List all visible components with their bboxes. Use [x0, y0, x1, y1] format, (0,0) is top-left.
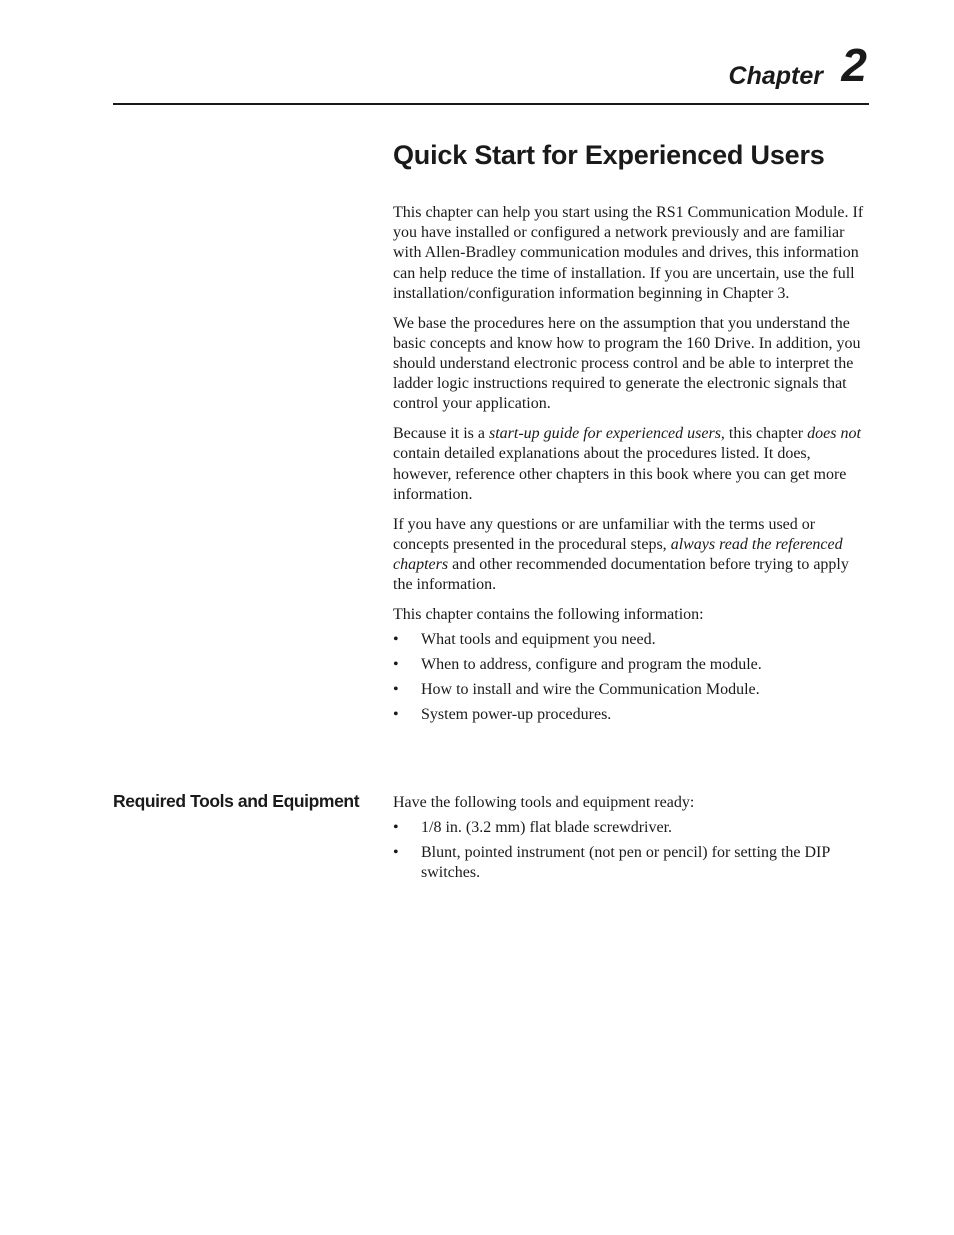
intro-section — [393, 203, 869, 730]
list-item-text: When to address, configure and program the module. — [421, 656, 762, 674]
list-item-text: What tools and equipment you need. — [421, 631, 656, 649]
text-run: , this chapter — [720, 425, 808, 443]
list-item-text: Blunt, pointed instrument (not pen or pencil) for setting the DIP switches. — [421, 844, 830, 882]
list-item — [393, 843, 869, 883]
list-item-text: System power-up procedures. — [421, 706, 612, 724]
list-item-text: How to install and wire the Communication Module. — [421, 681, 760, 699]
list-item-text: 1/8 in. (3.2 mm) flat blade screwdriver. — [421, 819, 673, 836]
bullet-icon: • — [393, 706, 399, 724]
list-item — [393, 630, 869, 650]
chapter-header — [113, 39, 869, 104]
info-list — [393, 630, 869, 725]
header-rule — [113, 103, 869, 105]
text-run: and other recommended documentation before trying to apply the information. — [393, 556, 849, 594]
section-heading: Required Tools and Equipment — [113, 791, 360, 811]
emphasis-text: always read the referenced chapters — [393, 535, 843, 574]
bullet-icon: • — [393, 681, 399, 699]
emphasis-text: does not — [807, 425, 861, 443]
text-run: Because it is a — [393, 425, 489, 443]
tools-lead: Have the following tools and equipment ready: — [393, 794, 695, 811]
chapter-number: 2 — [841, 39, 867, 91]
bullet-icon: • — [393, 631, 399, 649]
text-run: If you have any questions or are unfamiliar with the terms used or concepts presented in the procedural steps, — [393, 515, 816, 553]
page-title: Quick Start for Experienced Users — [393, 140, 825, 170]
list-item — [393, 818, 869, 838]
bullet-icon: • — [393, 844, 399, 861]
list-item — [393, 655, 869, 675]
chapter-label: Chapter — [728, 62, 823, 90]
intro-paragraph-1: This chapter can help you start using the RS1 Communication Module. If you have installed or configured a network previously and are familiar with Allen-Bradley communication modules and drives, this information can help reduce the time of installation. If you are uncertain, use the full installation/configuration information beginning in Chapter 3. — [393, 204, 864, 302]
bullet-icon: • — [393, 656, 399, 674]
intro-paragraph-2: We base the procedures here on the assumption that you understand the basic concepts and know how to program the 160 Drive. In addition, you should understand electronic process control and be able to interpret the ladder logic instructions required to generate the electronic signals that control your application. — [393, 314, 861, 413]
text-run: contain detailed explanations about the procedures listed. It does, however, reference other chapters in this book where you can get more information. — [393, 445, 847, 503]
list-item — [393, 705, 869, 725]
intro-paragraph-5: This chapter contains the following information: — [393, 606, 704, 624]
bullet-icon: • — [393, 819, 399, 836]
tools-section — [393, 793, 869, 888]
emphasis-text: start-up guide for experienced users — [488, 425, 721, 443]
tools-list — [393, 818, 869, 883]
intro-paragraph-3 — [393, 424, 869, 505]
list-item — [393, 680, 869, 700]
intro-paragraph-4 — [393, 515, 869, 596]
